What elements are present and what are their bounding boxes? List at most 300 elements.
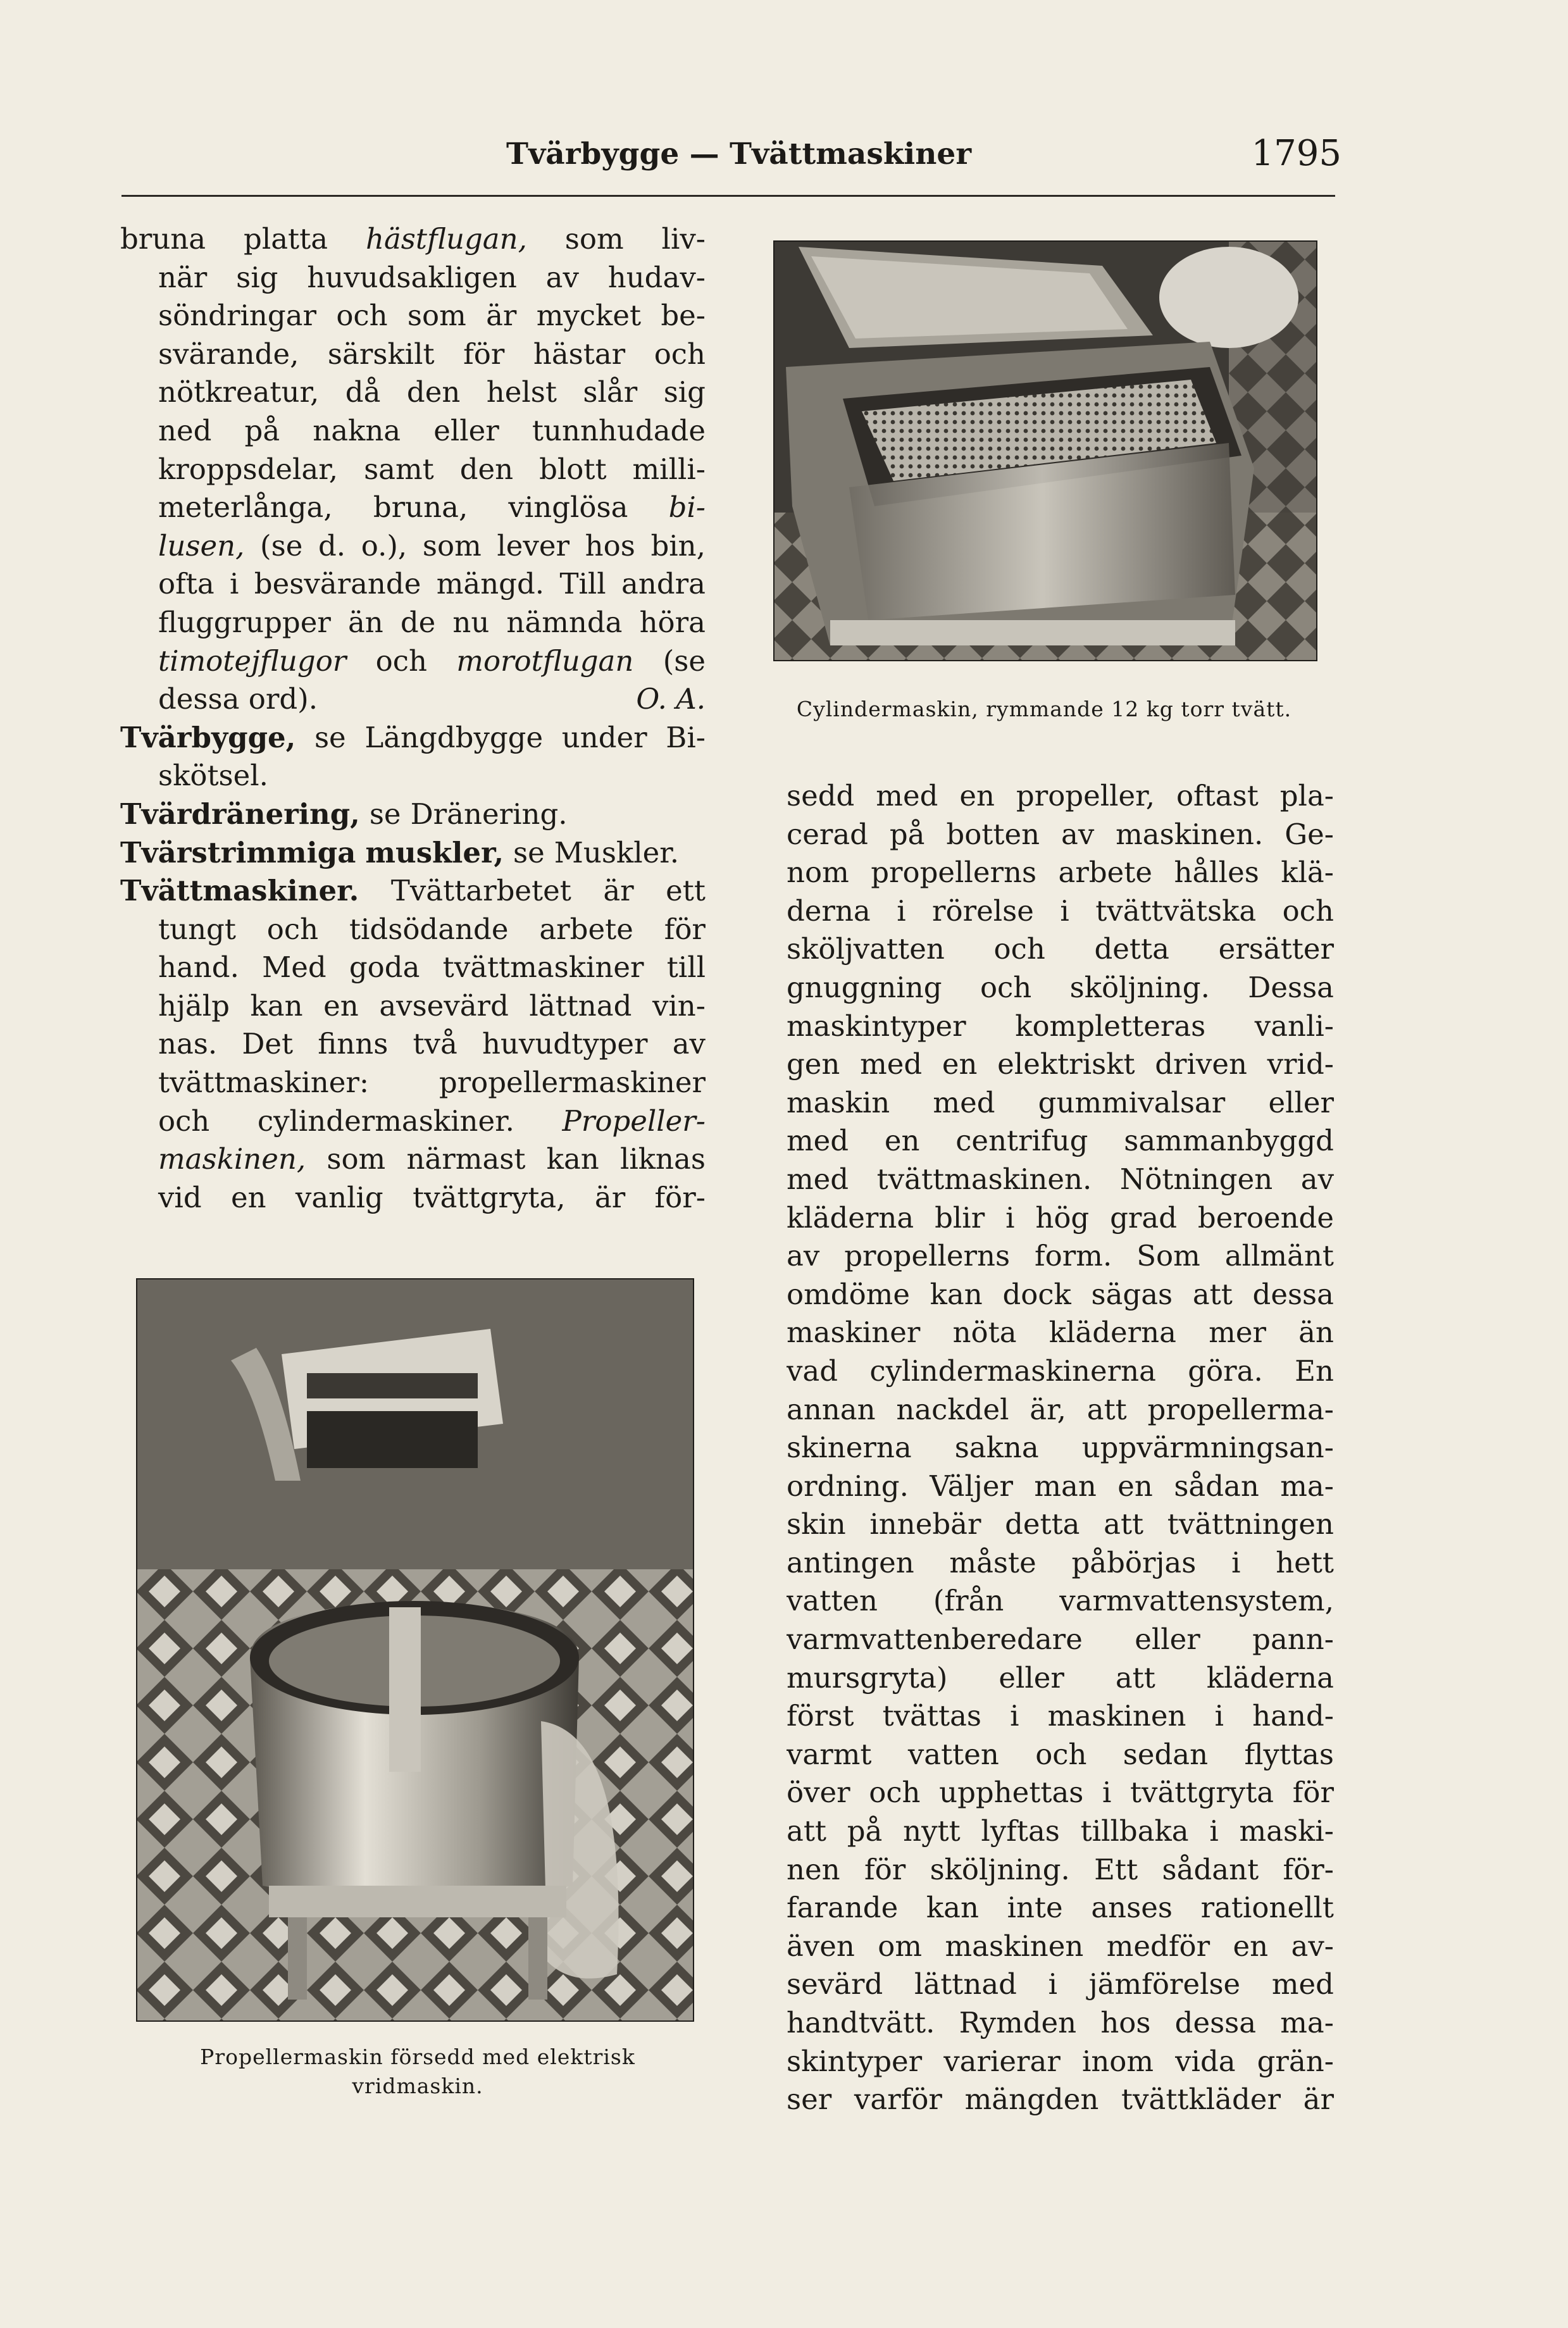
word: en xyxy=(942,1047,978,1081)
word: hudav- xyxy=(607,260,706,294)
word: i xyxy=(1231,1545,1241,1579)
word: påbörjas xyxy=(1071,1545,1197,1579)
text-line xyxy=(787,1429,1334,1467)
word: kan xyxy=(250,988,303,1023)
word: hand- xyxy=(1252,1699,1334,1733)
word: höra xyxy=(639,605,706,639)
word: varmvattensystem, xyxy=(1059,1584,1334,1618)
word: den xyxy=(459,452,514,486)
word: maskin xyxy=(787,1085,890,1119)
word: huvudsakligen xyxy=(307,260,517,294)
word: som xyxy=(422,528,482,563)
word: mängden xyxy=(964,2082,1099,2117)
word: och xyxy=(336,299,388,333)
word: En xyxy=(1295,1354,1334,1388)
word: varmt xyxy=(787,1737,872,1771)
word: se xyxy=(513,835,545,869)
word: Bi- xyxy=(666,720,706,754)
text-line xyxy=(787,1621,1334,1659)
word: tvättmaskiner: xyxy=(158,1066,370,1100)
word: Dessa xyxy=(1248,970,1334,1004)
text-line xyxy=(787,892,1334,931)
text-line xyxy=(120,987,706,1026)
word: oftast xyxy=(1176,779,1259,812)
word: Dränering. xyxy=(410,797,568,831)
text-line xyxy=(120,834,706,873)
word: av xyxy=(672,1027,706,1061)
word: bruna xyxy=(120,222,206,256)
word: kläderna xyxy=(1048,1316,1176,1350)
word: o.), xyxy=(361,528,408,563)
word: på xyxy=(847,1814,883,1848)
word: vinglösa xyxy=(508,490,628,525)
word: Muskler. xyxy=(554,835,680,869)
word: ofta xyxy=(158,567,215,601)
word: och xyxy=(266,912,319,946)
word: vatten xyxy=(907,1737,999,1771)
text-line xyxy=(787,2043,1334,2081)
word: muskler, xyxy=(365,835,504,869)
word: varför xyxy=(854,2082,942,2117)
text-line xyxy=(787,1161,1334,1199)
word: kan xyxy=(930,1277,983,1311)
right-text-column xyxy=(787,777,1334,2119)
word: form. xyxy=(1035,1239,1112,1273)
text-line xyxy=(120,1064,706,1102)
word: med xyxy=(1271,1967,1334,2001)
word: Till xyxy=(559,567,606,601)
word: i xyxy=(1102,1776,1112,1810)
word: tvättkläder xyxy=(1121,2082,1281,2117)
word: en xyxy=(959,779,995,812)
word: se xyxy=(369,797,401,831)
text-line xyxy=(787,816,1334,854)
word: och xyxy=(375,644,427,678)
word: kläderna xyxy=(787,1200,914,1235)
word: av xyxy=(1300,1162,1334,1196)
word: rörelse xyxy=(932,893,1034,928)
word: närmast xyxy=(406,1142,526,1176)
text-line xyxy=(120,757,706,795)
word: mycket xyxy=(536,299,642,333)
word: som xyxy=(327,1142,386,1176)
word: O. A. xyxy=(636,682,706,716)
word: bi- xyxy=(668,490,706,525)
word: sammanbyggd xyxy=(1124,1124,1334,1158)
running-header-title: Tvärbygge — Tvättmaskiner xyxy=(506,137,972,171)
word: propellerns xyxy=(844,1239,1011,1273)
word: Propeller- xyxy=(562,1104,706,1138)
word: liv- xyxy=(661,222,706,256)
text-line xyxy=(120,373,706,412)
word: skin xyxy=(787,1507,846,1541)
word: sköljning. xyxy=(930,1852,1070,1886)
word: skötsel. xyxy=(158,759,268,793)
word: de xyxy=(400,605,436,639)
text-line xyxy=(787,1697,1334,1736)
word: Längdbygge xyxy=(364,720,544,754)
word: i xyxy=(230,567,239,601)
word: och xyxy=(158,1104,210,1138)
word: av xyxy=(787,1239,820,1273)
word: till xyxy=(666,950,706,985)
word: söndringar xyxy=(158,299,317,333)
word: vad xyxy=(787,1354,838,1388)
word: över xyxy=(787,1776,850,1810)
word: elektriskt xyxy=(997,1047,1135,1081)
text-line xyxy=(120,451,706,489)
word: nackdel xyxy=(896,1392,1009,1426)
word: som xyxy=(564,222,624,256)
word: detta xyxy=(1005,1507,1080,1541)
page-number: 1795 xyxy=(1251,133,1341,174)
text-line xyxy=(787,1352,1334,1391)
word: d. xyxy=(318,528,346,563)
word: av xyxy=(1061,817,1095,851)
word: och xyxy=(1035,1737,1087,1771)
bottom-figure-caption: Propellermaskin försedd med elektrisk vridmaskin. xyxy=(200,2045,635,2098)
word: timotejflugor xyxy=(158,644,347,678)
word: tvättas xyxy=(882,1699,981,1733)
word: sakna xyxy=(954,1431,1039,1465)
word: arbete xyxy=(1058,856,1153,890)
word: särskilt xyxy=(327,337,435,371)
text-line xyxy=(120,680,706,719)
word: av- xyxy=(1291,1929,1334,1963)
text-line xyxy=(120,527,706,566)
word: nötkreatur, xyxy=(158,375,320,409)
word: och xyxy=(869,1776,921,1810)
word: är xyxy=(594,1180,626,1214)
word: när xyxy=(158,260,208,294)
text-line xyxy=(787,969,1334,1007)
word: en xyxy=(230,1180,266,1214)
text-line xyxy=(787,1314,1334,1352)
word: med xyxy=(876,779,938,812)
word: sedan xyxy=(1123,1737,1209,1771)
word: propeller, xyxy=(1016,779,1155,812)
word: måste xyxy=(949,1545,1036,1579)
text-line xyxy=(787,1391,1334,1429)
text-line xyxy=(120,297,706,335)
word: inte xyxy=(1007,1891,1063,1925)
word: kompletteras xyxy=(1015,1009,1206,1043)
text-line xyxy=(787,1544,1334,1583)
word: kroppsdelar, xyxy=(158,452,339,486)
word: omdöme xyxy=(787,1277,910,1311)
word: göra. xyxy=(1188,1354,1263,1388)
text-line xyxy=(787,1122,1334,1161)
text-line xyxy=(787,1199,1334,1238)
text-line xyxy=(120,1102,706,1141)
word: driven xyxy=(1155,1047,1247,1081)
word: att xyxy=(1192,1277,1233,1311)
word: hästflugan, xyxy=(365,222,527,256)
top-figure-caption: Cylindermaskin, rymmande 12 kg torr tvätt. xyxy=(796,697,1292,721)
word: maskiner xyxy=(787,1316,921,1350)
word: maskinen xyxy=(945,1929,1084,1963)
text-line xyxy=(787,1889,1334,1927)
word: avsevärd xyxy=(379,988,509,1023)
word: antingen xyxy=(787,1545,914,1579)
word: kläderna xyxy=(1206,1660,1334,1695)
word: först xyxy=(787,1699,854,1733)
word: bruna, xyxy=(373,490,468,525)
text-line xyxy=(787,1659,1334,1698)
word: jämförelse xyxy=(1088,1967,1241,2001)
word: att xyxy=(1086,1392,1127,1426)
word: pann- xyxy=(1252,1622,1334,1657)
word: medför xyxy=(1106,1929,1210,1963)
word: maskintyper xyxy=(787,1009,966,1043)
word: en xyxy=(323,988,359,1023)
word: varierar xyxy=(943,2044,1061,2078)
word: Ge- xyxy=(1285,817,1334,851)
word: nu xyxy=(452,605,490,639)
word: propellerma- xyxy=(1147,1392,1334,1426)
word: sedd xyxy=(787,779,855,812)
word: hand. xyxy=(158,950,239,985)
word: hög xyxy=(1035,1200,1090,1235)
word: i xyxy=(1048,1967,1058,2001)
word: maskinen, xyxy=(158,1142,306,1176)
word: av xyxy=(545,260,579,294)
word: hjälp xyxy=(158,988,230,1023)
word: och xyxy=(993,932,1045,966)
word: ett xyxy=(666,874,706,908)
word: med xyxy=(860,1047,923,1081)
word: sådant xyxy=(1162,1852,1259,1886)
word: liknas xyxy=(619,1142,706,1176)
word: (se xyxy=(260,528,303,563)
word: anses xyxy=(1091,1891,1173,1925)
word: meterlånga, xyxy=(158,490,333,525)
word: då xyxy=(345,375,381,409)
word: är xyxy=(486,299,517,333)
word: innebär xyxy=(869,1507,981,1541)
word: om xyxy=(878,1929,923,1963)
text-line xyxy=(120,220,706,259)
word: kan xyxy=(926,1891,979,1925)
word: mängd. xyxy=(436,567,545,601)
left-text-column xyxy=(120,220,706,1217)
word: för- xyxy=(1283,1852,1334,1886)
word: (se xyxy=(663,644,706,678)
text-line xyxy=(787,2004,1334,2043)
word: sköljning. xyxy=(1069,970,1210,1004)
word: ersätter xyxy=(1218,932,1334,966)
word: ma- xyxy=(1280,2006,1334,2039)
word: eller xyxy=(999,1660,1064,1695)
word: och xyxy=(980,970,1032,1004)
word: beroende xyxy=(1197,1200,1334,1235)
text-line xyxy=(120,604,706,642)
word: grad xyxy=(1110,1200,1178,1235)
word: slår xyxy=(583,375,638,409)
word: vida xyxy=(1175,2044,1236,2078)
word: finns xyxy=(318,1027,389,1061)
word: morotflugan xyxy=(456,644,634,678)
text-line xyxy=(120,259,706,297)
word: med xyxy=(933,1085,995,1119)
word: (från xyxy=(933,1584,1004,1618)
word: maskinen xyxy=(1047,1699,1186,1733)
word: vin- xyxy=(652,988,706,1023)
word: tvättvätska xyxy=(1095,893,1257,928)
word: allmänt xyxy=(1224,1239,1334,1273)
text-line xyxy=(120,795,706,834)
word: tvättgryta, xyxy=(413,1180,566,1214)
text-line xyxy=(120,642,706,681)
word: eller xyxy=(1268,1085,1334,1119)
word: en xyxy=(1117,1469,1153,1503)
word: lever xyxy=(497,528,569,563)
word: huvudtyper xyxy=(482,1027,648,1061)
word: maskinen. xyxy=(1116,817,1264,851)
text-line xyxy=(787,1774,1334,1812)
text-line xyxy=(787,1045,1334,1084)
word: maski- xyxy=(1239,1814,1334,1848)
word: flyttas xyxy=(1244,1737,1334,1771)
word: och xyxy=(1282,893,1334,928)
word: vanli- xyxy=(1254,1009,1334,1043)
word: fluggrupper xyxy=(158,605,331,639)
word: Det xyxy=(242,1027,294,1061)
word: cylindermaskiner. xyxy=(257,1104,514,1138)
word: nakna xyxy=(313,413,401,447)
word: även xyxy=(787,1929,855,1963)
word: för xyxy=(1292,1776,1334,1810)
word: för xyxy=(463,337,505,371)
word: vatten xyxy=(787,1584,878,1618)
word: man xyxy=(1034,1469,1097,1503)
text-line xyxy=(787,1851,1334,1889)
word: i xyxy=(1209,1814,1219,1848)
word: är xyxy=(1303,2082,1334,2117)
word: Ett xyxy=(1094,1852,1138,1886)
word: med xyxy=(787,1124,849,1158)
word: Tvärstrimmiga xyxy=(120,835,356,869)
word: tillbaka xyxy=(1080,1814,1189,1848)
word: annan xyxy=(787,1392,876,1426)
word: Nötningen xyxy=(1119,1162,1273,1196)
word: blott xyxy=(539,452,607,486)
word: Rymden xyxy=(959,2006,1077,2039)
word: derna xyxy=(787,893,871,928)
text-line xyxy=(120,719,706,757)
text-line xyxy=(787,777,1334,816)
word: gummivalsar xyxy=(1038,1085,1226,1119)
word: på xyxy=(244,413,280,447)
word: för xyxy=(664,912,706,946)
word: botten xyxy=(946,817,1040,851)
text-line xyxy=(787,1582,1334,1621)
word: sig xyxy=(236,260,278,294)
word: i xyxy=(1214,1699,1224,1733)
text-line xyxy=(787,1084,1334,1123)
word: inom xyxy=(1081,2044,1154,2078)
word: med xyxy=(787,1162,849,1196)
text-line xyxy=(787,1812,1334,1851)
word: nämnda xyxy=(506,605,623,639)
word: i xyxy=(897,893,906,928)
word: cerad xyxy=(787,817,868,851)
text-line xyxy=(120,489,706,527)
text-line xyxy=(787,1276,1334,1314)
text-line xyxy=(787,1965,1334,2004)
word: tungt xyxy=(158,912,236,946)
word: för xyxy=(864,1852,906,1886)
word: grän- xyxy=(1257,2044,1334,2078)
text-line xyxy=(787,854,1334,892)
word: hos xyxy=(585,528,635,563)
word: en xyxy=(884,1124,920,1158)
word: lyftas xyxy=(981,1814,1060,1848)
word: blir xyxy=(935,1200,985,1235)
word: besvärande xyxy=(254,567,421,601)
word: att xyxy=(1104,1507,1144,1541)
word: ordning. xyxy=(787,1469,909,1503)
word: nen xyxy=(787,1852,840,1886)
word: propellerns xyxy=(871,856,1037,890)
word: centrifug xyxy=(955,1124,1088,1158)
header-rule xyxy=(121,195,1335,197)
text-line xyxy=(787,1007,1334,1046)
word: detta xyxy=(1094,932,1169,966)
word: än xyxy=(1298,1316,1334,1350)
text-line xyxy=(120,412,706,451)
word: är xyxy=(603,874,634,908)
word: nöta xyxy=(952,1316,1017,1350)
word: tvättmaskinen. xyxy=(876,1162,1092,1196)
text-line xyxy=(787,1467,1334,1506)
word: sådan xyxy=(1174,1469,1259,1503)
word: dessa xyxy=(1174,2006,1257,2039)
word: Tvättmaskiner. xyxy=(120,874,359,908)
text-line xyxy=(120,335,706,374)
word: dessa ord). xyxy=(158,682,318,716)
text-line xyxy=(787,1505,1334,1544)
word: uppvärmningsan- xyxy=(1081,1431,1334,1465)
word: mursgryta) xyxy=(787,1660,948,1695)
word: helst xyxy=(486,375,557,409)
word: sägas xyxy=(1091,1277,1173,1311)
word: dessa xyxy=(1252,1277,1334,1311)
word: gnuggning xyxy=(787,970,942,1004)
word: att xyxy=(787,1814,826,1848)
word: under xyxy=(561,720,647,754)
word: på xyxy=(889,817,925,851)
text-line xyxy=(120,911,706,949)
word: tvättmaskiner xyxy=(442,950,644,985)
word: än xyxy=(347,605,383,639)
word: svärande, xyxy=(158,337,299,371)
word: lättnad xyxy=(914,1967,1017,2001)
word: vid xyxy=(158,1180,202,1214)
word: som xyxy=(407,299,466,333)
word: för- xyxy=(654,1180,706,1214)
word: cylindermaskinerna xyxy=(869,1354,1156,1388)
word: milli- xyxy=(632,452,706,486)
text-line xyxy=(787,1736,1334,1774)
word: samt xyxy=(364,452,434,486)
word: kan xyxy=(546,1142,599,1176)
word: Väljer xyxy=(930,1469,1013,1503)
word: att xyxy=(1115,1660,1155,1695)
word: rationellt xyxy=(1200,1891,1334,1925)
word: ma- xyxy=(1280,1469,1334,1503)
word: ned xyxy=(158,413,212,447)
